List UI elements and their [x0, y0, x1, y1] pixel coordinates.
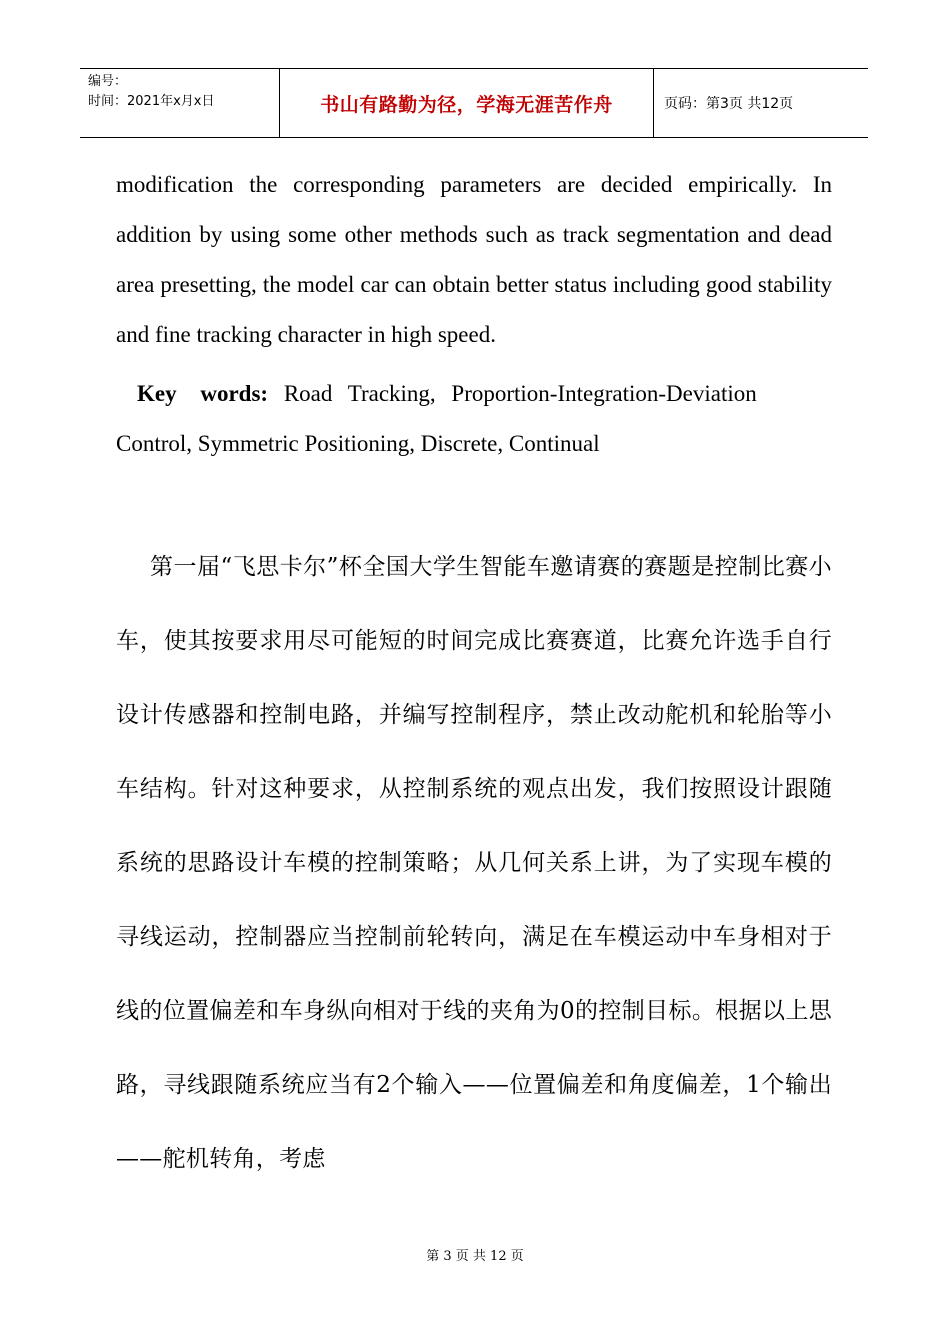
document-date: 时间：2021年x月x日: [88, 94, 215, 109]
abstract-paragraph: modification the corresponding parameters are decided empirically. In addition by using some other methods such as track segmentation and dead area presetting, the model car can obtain better status including good stability and fine tracking character in high speed.: [116, 172, 832, 347]
keywords-paragraph: [116, 369, 832, 469]
english-abstract: [116, 160, 832, 469]
header-motto: 书山有路勤为径，学海无涯苦作舟: [280, 69, 654, 137]
page-header: [80, 68, 868, 138]
header-meta: [80, 69, 280, 137]
keywords-line-1: Road Tracking, Proportion-Integration-Deviation: [268, 381, 757, 406]
chinese-paragraph: 第一届“飞思卡尔”杯全国大学生智能车邀请赛的赛题是控制比赛小车，使其按要求用尽可能短的时间完成比赛赛道，比赛允许选手自行设计传感器和控制电路，并编写控制程序，禁止改动舵机和轮胎等小车结构。针对这种要求，从控制系统的观点出发，我们按照设计跟随系统的思路设计车模的控制策略；从几何关系上讲，为了实现车模的寻线运动，控制器应当控制前轮转向，满足在车模运动中车身相对于线的位置偏差和车身纵向相对于线的夹角为0的控制目标。根据以上思路，寻线跟随系统应当有2个输入——位置偏差和角度偏差，1个输出——舵机转角，考虑: [116, 554, 832, 1172]
document-number: 编号：: [88, 74, 128, 89]
header-page-info: 页码：第3页 共12页: [664, 96, 794, 112]
keywords-label: Key words:: [137, 381, 269, 406]
keywords-line-2: Control, Symmetric Positioning, Discrete, Continual: [116, 431, 600, 456]
page-footer: 第 3 页 共 12 页: [426, 1249, 524, 1264]
